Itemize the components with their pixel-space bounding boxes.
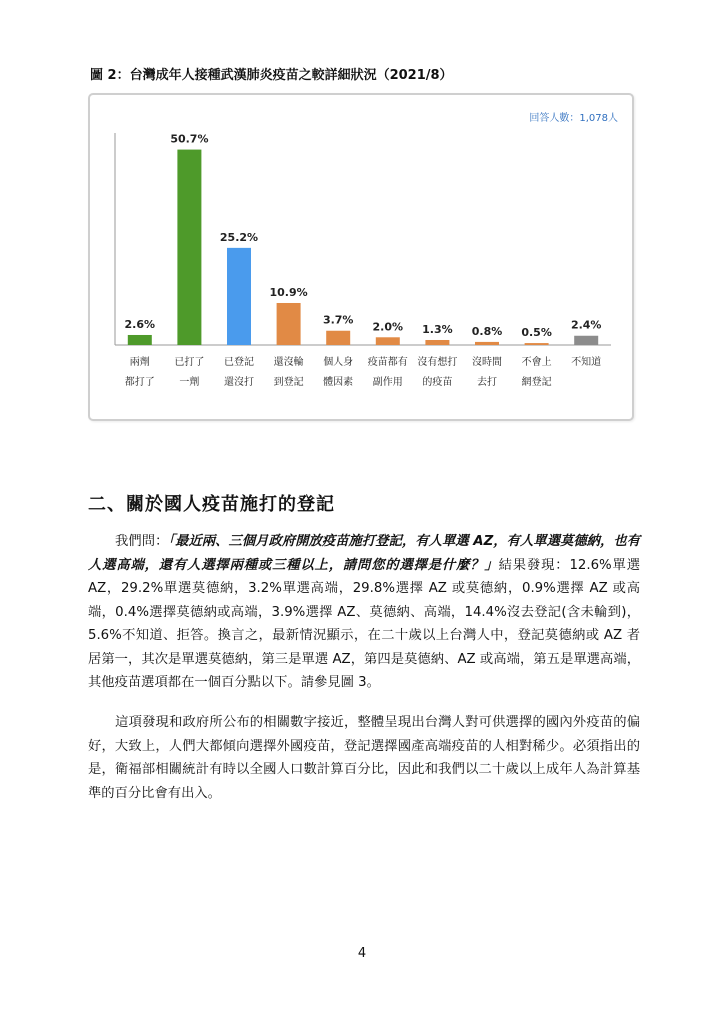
category-label: 一劑 xyxy=(179,377,200,388)
category-label: 沒有想打 xyxy=(417,357,458,368)
comparison-text: 這項發現和政府所公布的相關數字接近，整體呈現出台灣人對可供選擇的國內外疫苗的偏好，大致上，人們大都傾向選擇外國疫苗，登記選擇國產高端疫苗的人相對稀少。必須指出的是，衛福部相關統計有時以全國人口數計算百分比，因此和我們以二十歲以上成年人為計算基準的百分比會有出入。 xyxy=(88,715,640,801)
chart-container xyxy=(88,93,634,421)
bar xyxy=(128,335,152,345)
data-label: 2.6% xyxy=(124,317,156,331)
category-label: 不會上 xyxy=(521,357,552,368)
data-label: 2.4% xyxy=(570,318,602,332)
data-label: 1.3% xyxy=(422,322,453,336)
bar xyxy=(376,337,400,345)
respondent-count: 回答人數：1,078人 xyxy=(529,113,618,124)
category-label: 疫苗都有 xyxy=(367,357,408,368)
bar xyxy=(227,248,251,345)
category-label: 體因素 xyxy=(323,377,354,388)
category-label: 沒時間 xyxy=(472,357,502,368)
bar xyxy=(326,331,350,345)
question-intro: 我們問： xyxy=(115,534,169,549)
bar xyxy=(525,343,549,345)
category-label: 的疫苗 xyxy=(422,377,453,388)
category-label: 兩劑 xyxy=(129,357,150,368)
data-label: 0.8% xyxy=(471,324,503,338)
data-label: 25.2% xyxy=(219,230,259,244)
data-label: 3.7% xyxy=(322,313,354,327)
results-text: 結果發現：12.6%單選 AZ，29.2%單選莫德納，3.2%單選高端，29.8%選擇 AZ 或莫德納，0.9%選擇 AZ 或高端，0.4%選擇莫德納或高端，3.9%選擇 AZ、莫德納、高端，14.4%沒去登記(含未輪到)，5.6%不知道、拒答。換言之，最新情況顯示，在二十歲以上台灣人中，登記莫德納或 AZ 者居第一，其次是單選莫德納，第三是單選 AZ，第四是莫德納、AZ 或高端，第五是單選高端，其他疫苗選項都在一個百分點以下。請參見圖 3。 xyxy=(88,557,640,690)
category-label: 不知道 xyxy=(571,357,602,368)
bar xyxy=(277,303,301,345)
data-label: 50.7% xyxy=(170,132,209,146)
category-label: 個人身 xyxy=(323,357,354,368)
survey-question: 「最近兩、三個月政府開放疫苗施打登記，有人單選 AZ，有人單選莫德納，也有人選高端，還有人選擇兩種或三種以上，請問您的選擇是什麼？」 xyxy=(88,534,640,573)
bar-chart xyxy=(90,95,636,423)
bar xyxy=(425,340,449,345)
category-label: 已登記 xyxy=(224,357,254,368)
paragraph-survey-results xyxy=(88,530,640,695)
page-number: 4 xyxy=(357,946,367,961)
bar xyxy=(574,336,598,345)
data-label: 2.0% xyxy=(372,320,404,334)
category-label: 還沒打 xyxy=(224,377,254,388)
data-label: 0.5% xyxy=(521,326,552,340)
figure-title: 圖 2：台灣成年人接種武漢肺炎疫苗之較詳細狀況（2021/8） xyxy=(90,68,453,83)
section-heading: 二、關於國人疫苗施打的登記 xyxy=(88,494,335,515)
category-label: 都打了 xyxy=(124,377,155,388)
category-label: 到登記 xyxy=(273,377,304,388)
bar xyxy=(475,342,499,345)
bar xyxy=(177,150,201,345)
paragraph-comparison xyxy=(88,711,640,805)
category-label: 去打 xyxy=(477,377,497,388)
category-label: 副作用 xyxy=(372,377,403,388)
data-label: 10.9% xyxy=(269,285,308,299)
category-label: 網登記 xyxy=(521,377,552,388)
category-label: 還沒輪 xyxy=(273,357,304,368)
category-label: 已打了 xyxy=(174,357,205,368)
